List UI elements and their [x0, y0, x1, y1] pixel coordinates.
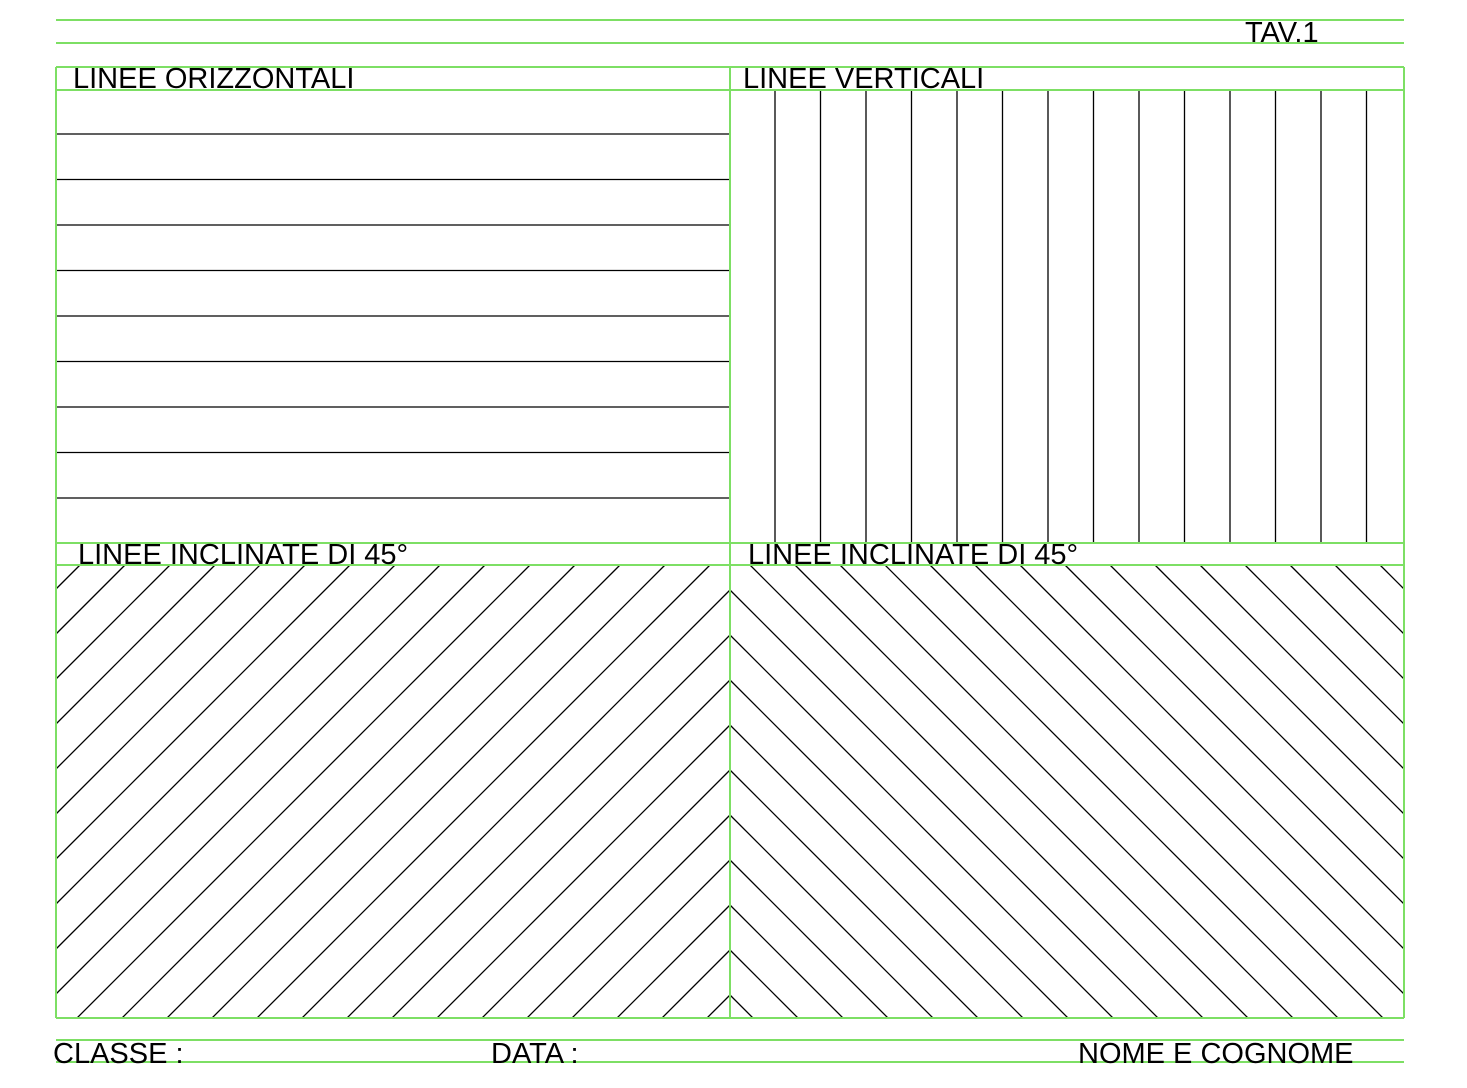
class-field-label: CLASSE :	[53, 1038, 184, 1070]
panel-title-horizontal: LINEE ORIZZONTALI	[73, 63, 355, 95]
sheet-id-label: TAV.1	[1245, 17, 1319, 49]
panel-title-diagonal-left: LINEE INCLINATE DI 45°	[78, 539, 409, 571]
name-field-label: NOME E COGNOME	[1078, 1038, 1354, 1070]
panel-title-diagonal-right: LINEE INCLINATE DI 45°	[748, 539, 1079, 571]
date-field-label: DATA :	[491, 1038, 579, 1070]
panel-title-vertical: LINEE VERTICALI	[743, 63, 985, 95]
